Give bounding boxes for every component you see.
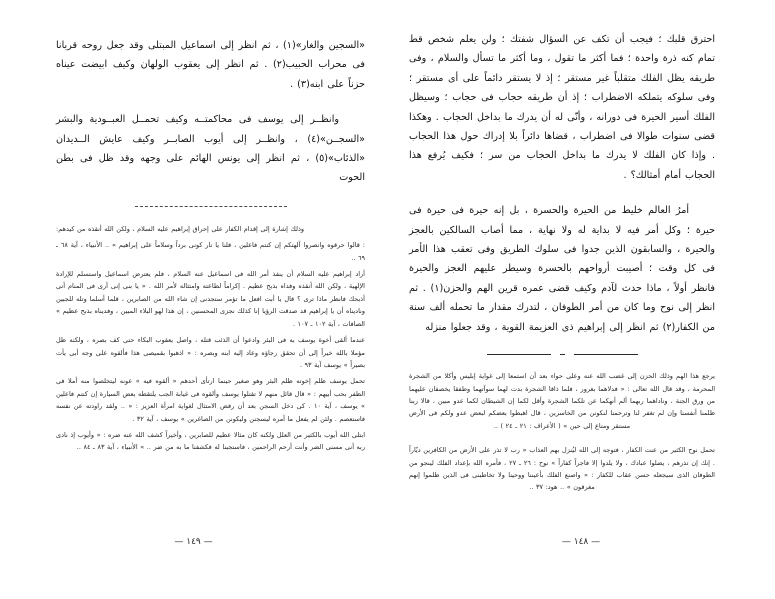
paragraph-right-1: احترق قلبك ؛ فيجب أن تكف عن السؤال شفتك ؛ ولن يعلم شخص قط تمام كنه ذرة واحدة ؛ فما أكثر ما تقول ، وما أكثر ما تسأل والسلام ، وفى طريقه يظل الفلك متقلباً غير مستقر ؛ إذ لا يستقر دائماً على أى مستقر ؛ وفى سلوكه يتملكه الاضطراب ؛ إذ أن طريقه حجاب فى حجاب ؛ وسيظل الفلك أسير الحيرة فى دورانه ، وأنّى له أن يدرك ما بداخل الحجاب . وهكذا قضى سنوات طوالا فى اضطراب ، قضاها دائراً بلا إدراك حول هذا الحجاب . وإذا كان الفلك لا يدرك ما بداخل الحجاب من سر ؛ فكيف يُرفع هذا الحجاب أمام أمثالك؟ . <box>409 34 715 181</box>
footnote-item: وذلك إشارة إلى إقدام الكفار على إحراق إبراهيم عليه السلام ، ولكن الله أنقذه من كيدهم: <box>56 224 305 233</box>
dashed-rule-icon <box>135 206 287 207</box>
page-left-149 <box>0 0 387 599</box>
footnote-separator-left <box>56 206 365 207</box>
footnote-item: ابتلى الله أيوب بالكثير من العلل ولكنه كان مثالا عظيم للصابرين ، وأخيراً كشف الله عنه ضره : « وأيوب إذ نادى ربه أنى مسنى الضر وأنت أرحم الراحمين ، فاستجبنا له فكشفنا ما به من ضر .. » الأنبياء ، آية ٨٣ ـ ٨٤ .. <box>56 430 365 452</box>
solid-rule-icon <box>487 354 638 355</box>
page-right-148 <box>387 0 775 599</box>
page-number-left: — ١٤٩ — <box>174 537 213 547</box>
footnote-item: أراد إبراهيم عليه السلام أن ينفذ أمر الله فى اسماعيل عنه السلام ، فلم يعترض اسماعيل واستسلم للإرادة الإلهية ، ولكن الله أنقذه وفداه بذبح عظيم . إكراماً لطاعته وامتثاله لأمر الله . « يا بنى إنى أرى فى المنام أنى أذبحك فانظر ماذا ترى ؟ قال يا أبت افعل ما تؤمر ستجدنى إن شاء الله من الصابرين ، قلما أسلما وتله للجبين وناديناه أن يا إبراهيم قد صدقت الرؤيا إنا كذلك نجزى المحسنين ، إن هذا لهو البلاء المبين ، وفديناه بذبح عظيم » الصافات ، آية ١٠٢ ـ ١٠٧ . <box>56 270 365 328</box>
page-left-body <box>56 36 365 454</box>
footnote-separator-right <box>409 354 715 355</box>
paragraph-right-2: أمرُ العالم خليط من الحيرة والحسرة ، بل إنه حيرة فى حيرة فى حيرة ؛ وكل أمر فيه لا بداية له ولا نهاية ، مما أصاب السالكين بالعجز والحيرة ، والسابقون الذين جدوا فى سلوك الطريق وفى تعقب هذا الأمر فى كل وقت ؛ أصيبت أرواحهم بالحسرة وسيطر عليهم العجز والحيرة فانظر أولاً ، ماذا حدث لآدم وكيف قضى عمره قرين الهم والحزن(١) . ثم انظر إلى نوح وما كان من أمر الطوفان ، لتدرك مقدار ما تحمله ألف سنة من الكفار(٢) ثم انظر إلى إبراهيم ذى العزيمة القوية ، وقد جعلوا منزله <box>409 205 715 333</box>
paragraph-left-2: وانظــر إلى يوسف فى محاكمتــه وكيف تحمــل العبــودية والبشر «السجــن»(٤) ، وانظــر إلى أيوب الصابــر وكيف عايش الــديدان «الذئاب»(٥) ، ثم انظر إلى يونس الهائم على وجهه وقد ظل فى بطن الحوت <box>56 114 365 184</box>
footnote-item: يرجع هذا الهم وذلك الحزن إلى غضب الله عنه وعلى حواء بعد أن استمعا إلى غواية إبليس وأكلا من الشجرة المحرمة ، وقد قال الله تعالى : « فدلاهما بغرور ، فلما ذاقا الشجرة بدت لهما سوآتهما وطفقا يخصفان عليهما من ورق الجنة ، وناداهما ربهما ألم أنهكما عن تلكما الشجرة وأقل لكما إن الشيطان لكما عدو مبين ، قالا ربنا ظلمنا أنفسنا وإن لم تغفر لنا وترحمنا لنكونن من الخاسرين ، قال اهبطوا بعضكم لبعض عدو ولكم فى الأرض مستقر ومتاع إلى حين » ( الأعراف : ٢١ ـ ٢٤ ) .. <box>409 372 715 430</box>
rule-segment-right <box>487 354 551 355</box>
footnotes-left <box>56 223 365 454</box>
footnote-item: تحمل نوح الكثير من عنت الكفار ، فتوجه إلى الله ليُنزل بهم العذاب « رب لا تذر على الأرض من الكافرين ديّاراً . إنك إن تذرهم ، يضلوا عبادك ، ولا يلدوا إلا فاجراً كفاراً » نوح : ٢٦ ـ ٢٧ ، فأمره الله بإعداد الفلك لينجو من الطوفان الذى سيجعله حسن عقاب للكفار : « واصنع الفلك بأعيننا ووحينا ولا تخاطبنى فى الذين ظلموا إنهم مغرقون » .. هود: ٣٧ .. <box>409 446 715 492</box>
paragraph-left-1: «السجين والغار»(١) ، ثم انظر إلى اسماعيل المبتلى وقد جعل روحه قربانا فى محراب الحبيب(٢) . ثم انظر إلى يعقوب الولهان وكيف ابيضت عيناه حزناً على ابنه(٣) . <box>56 40 365 90</box>
footnote-item: عندما ألقى أخوة يوسف به فى البئر وادعوا أن الذئب قتله ، واصل يعقوب البكاء حتى كف بصره ، ولكنه ظل مؤملا بالله خيراً إلى أن تحقق رجاؤه وعاد إليه ابنه وبصره : « اذهبوا بقميصى هذا فألقوه على وجه أبى يأت بصيراً » يوسف آية ٩٣ . <box>56 336 365 369</box>
page-right-body <box>409 30 715 494</box>
footnote-item: : قالوا حرقوه وانصروا آلهتكم إن كنتم فاعلين ، قلنا يا نار كونى برداً وسلاماً على إبراهيم » .. الأنبياء ، آية ٦٨ ـ ٦٩ .. <box>56 241 365 262</box>
footnote-item: تحمل يوسف ظلم إخوته ظلم البئر وهو صغير حينما ارتأى أحدهم « ألقوه فيه » عونه ليتخلصوا منه أملا فى الظفر بحب أبيهم : « قال قائل منهم لا تقتلوا يوسف وألقوه فى غيابة الجب يلتقطه بعض السيارة إن كنتم فاعلين » يوسف ، آية ١٠ . كى دخل السجن بعد أن رفض الامتثال لغواية امرأة العزيز : « .. ولقد راودته عن نفسه فاستعصم . ولئن لم يفعل ما آمره ليسجنن وليكونن من الصاغرين » يوسف ، آية ٣٢ . <box>56 377 366 423</box>
rule-segment-left <box>574 354 638 355</box>
footnotes-right <box>409 370 715 494</box>
page-number-right: — ١٤٨ — <box>561 537 601 547</box>
rule-dot <box>560 354 565 355</box>
